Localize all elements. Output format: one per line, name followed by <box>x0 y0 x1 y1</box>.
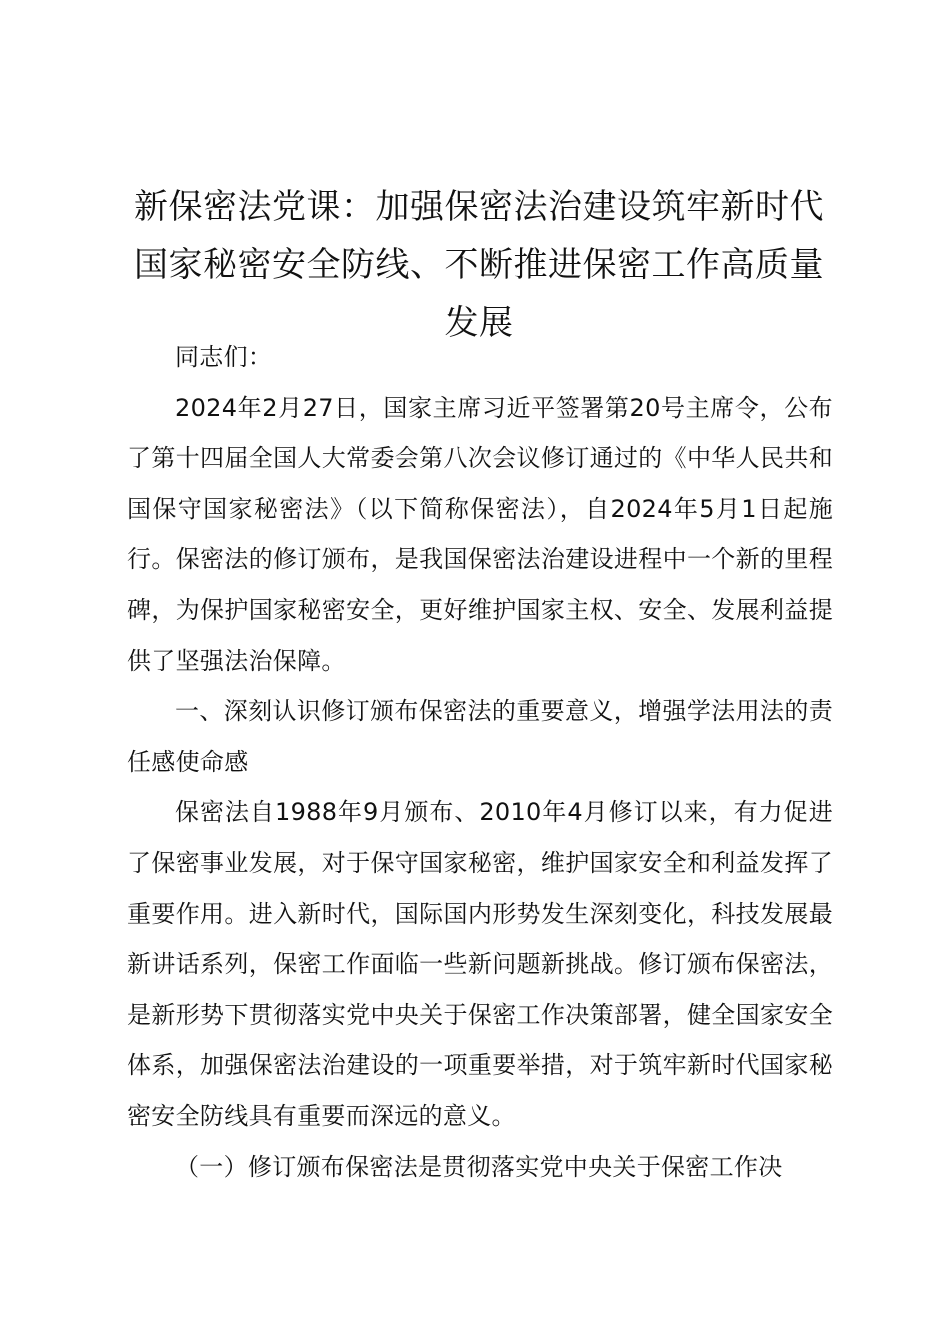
section-heading-1: 一、深刻认识修订颁布保密法的重要意义，增强学法用法的责任感使命感 <box>127 697 833 776</box>
subsection-heading-1: （一）修订颁布保密法是贯彻落实党中央关于保密工作决 <box>175 1152 783 1181</box>
paragraph-section-1: 保密法自1988年9月颁布、2010年4月修订以来，有力促进了保密事业发展，对于保守国家秘密，维护国家安全和利益发挥了重要作用。进入新时代，国际国内形势发生深刻变化，科技发展最新讲话系列，保密工作面临一些新问题新挑战。修订颁布保密法，是新形势下贯彻落实党中央关于保密工作决策部署，健全国家安全体系，加强保密法治建设的一项重要举措，对于筑牢新时代国家秘密安全防线具有重要而深远的意义。 <box>127 798 833 1130</box>
document-body <box>127 332 833 1192</box>
paragraph-salutation: 同志们： <box>175 343 273 371</box>
document-title: 新保密法党课：加强保密法治建设筑牢新时代国家秘密安全防线、不断推进保密工作高质量发展 <box>134 187 824 343</box>
paragraph-intro: 2024年2月27日，国家主席习近平签署第20号主席令，公布了第十四届全国人大常委会第八次会议修订通过的《中华人民共和国保守国家秘密法》（以下简称保密法），自2024年5月1日起施行。保密法的修订颁布，是我国保密法治建设进程中一个新的里程碑，为保护国家秘密安全，更好维护国家主权、安全、发展利益提供了坚强法治保障。 <box>127 393 833 675</box>
